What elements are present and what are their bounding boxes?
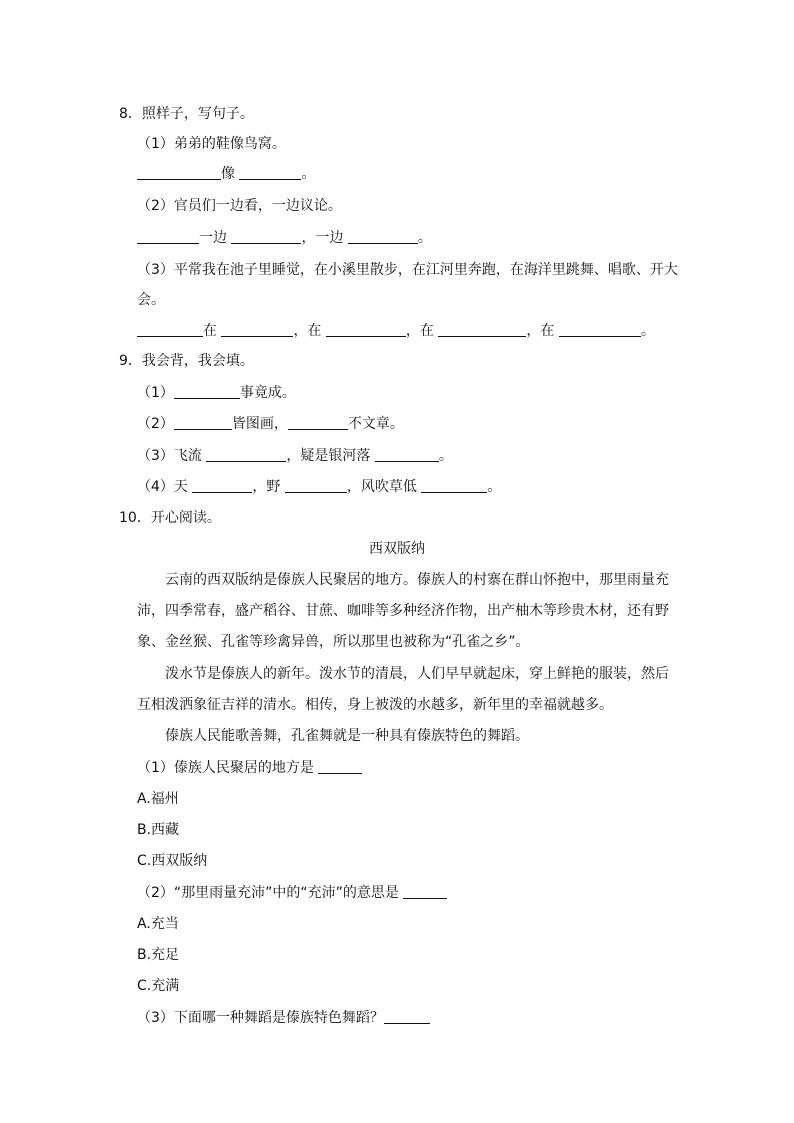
passage-paragraph-1-line-3: 象、金丝猴、孔雀等珍禽异兽，所以那里也被称为“孔雀之乡”。 <box>137 634 530 650</box>
question-10-sub-3: （3）下面哪一种舞蹈是傣族特色舞蹈？ <box>137 1009 430 1027</box>
question-9-item-1: （1） 事竟成。 <box>137 385 296 401</box>
passage-title: 西双版纳 <box>369 541 425 557</box>
answer-blank[interactable] <box>221 322 293 337</box>
question-10-sub-2: （2）“那里雨量充沛”中的“充沛”的意思是 <box>137 884 447 902</box>
question-9-item-3: （3）飞流 ，疑是银河落 。 <box>137 448 453 464</box>
passage-paragraph-2-line-2: 互相泼洒象征吉祥的清水。相传，身上被泼的水越多，新年里的幸福就越多。 <box>137 697 613 713</box>
question-8-answer-1: 像 。 <box>137 165 315 183</box>
option-b[interactable]: B.充足 <box>137 947 180 963</box>
question-9-item-4: （4）天 ，野 ，风吹草低 。 <box>137 479 502 495</box>
answer-blank[interactable] <box>231 229 301 244</box>
answer-blank[interactable] <box>192 478 252 493</box>
passage-paragraph-1-line-2: 沛，四季常春，盛产稻谷、甘蔗、咖啡等多种经济作物，出产柚木等珍贵木材，还有野 <box>137 603 669 619</box>
question-10-title: 10．开心阅读。 <box>119 510 221 526</box>
answer-blank[interactable] <box>438 322 526 337</box>
question-8-answer-2: 一边 ，一边 。 <box>137 229 432 247</box>
answer-blank[interactable] <box>421 478 487 493</box>
answer-blank[interactable] <box>384 1009 430 1024</box>
answer-blank[interactable] <box>137 229 199 244</box>
answer-blank[interactable] <box>348 229 418 244</box>
passage-paragraph-3: 傣族人民能歌善舞，孔雀舞就是一种具有傣族特色的舞蹈。 <box>165 728 529 744</box>
option-a[interactable]: A.充当 <box>137 916 179 932</box>
answer-blank[interactable] <box>137 322 203 337</box>
question-9-title: 9．我会背，我会填。 <box>119 353 254 369</box>
question-8-prompt-3: （3）平常我在池子里睡觉，在小溪里散步，在江河里奔跑，在海洋里跳舞、唱歌、开大 <box>137 262 678 278</box>
answer-blank[interactable] <box>559 322 641 337</box>
question-8-prompt-2: （2）官员们一边看，一边议论。 <box>137 198 342 214</box>
option-c[interactable]: C.充满 <box>137 978 180 994</box>
answer-blank[interactable] <box>326 322 406 337</box>
passage-paragraph-1-line-1: 云南的西双版纳是傣族人民聚居的地方。傣族人的村寨在群山怀抱中，那里雨量充 <box>165 572 669 588</box>
question-9-item-2: （2） 皆图画， 不文章。 <box>137 416 404 432</box>
passage-paragraph-2-line-1: 泼水节是傣族人的新年。泼水节的清晨，人们早早就起床，穿上鲜艳的服装，然后 <box>165 666 669 682</box>
question-8-answer-3: 在 ，在 ，在 ，在 。 <box>137 322 655 340</box>
answer-blank[interactable] <box>285 478 347 493</box>
option-b[interactable]: B.西藏 <box>137 822 180 838</box>
question-10-sub-1: （1）傣族人民聚居的地方是 <box>137 759 362 777</box>
question-8-prompt-3-cont: 会。 <box>137 292 165 308</box>
answer-blank[interactable] <box>375 447 439 462</box>
question-8-prompt-1: （1）弟弟的鞋像鸟窝。 <box>137 136 286 152</box>
option-a[interactable]: A.福州 <box>137 791 179 807</box>
answer-blank[interactable] <box>403 884 447 899</box>
answer-blank[interactable] <box>318 759 362 774</box>
answer-blank[interactable] <box>137 165 221 180</box>
answer-blank[interactable] <box>206 447 286 462</box>
option-c[interactable]: C.西双版纳 <box>137 853 208 869</box>
answer-blank[interactable] <box>174 415 232 430</box>
answer-blank[interactable] <box>174 384 240 399</box>
answer-blank[interactable] <box>239 165 301 180</box>
question-8-title: 8．照样子，写句子。 <box>119 106 254 122</box>
answer-blank[interactable] <box>288 415 348 430</box>
